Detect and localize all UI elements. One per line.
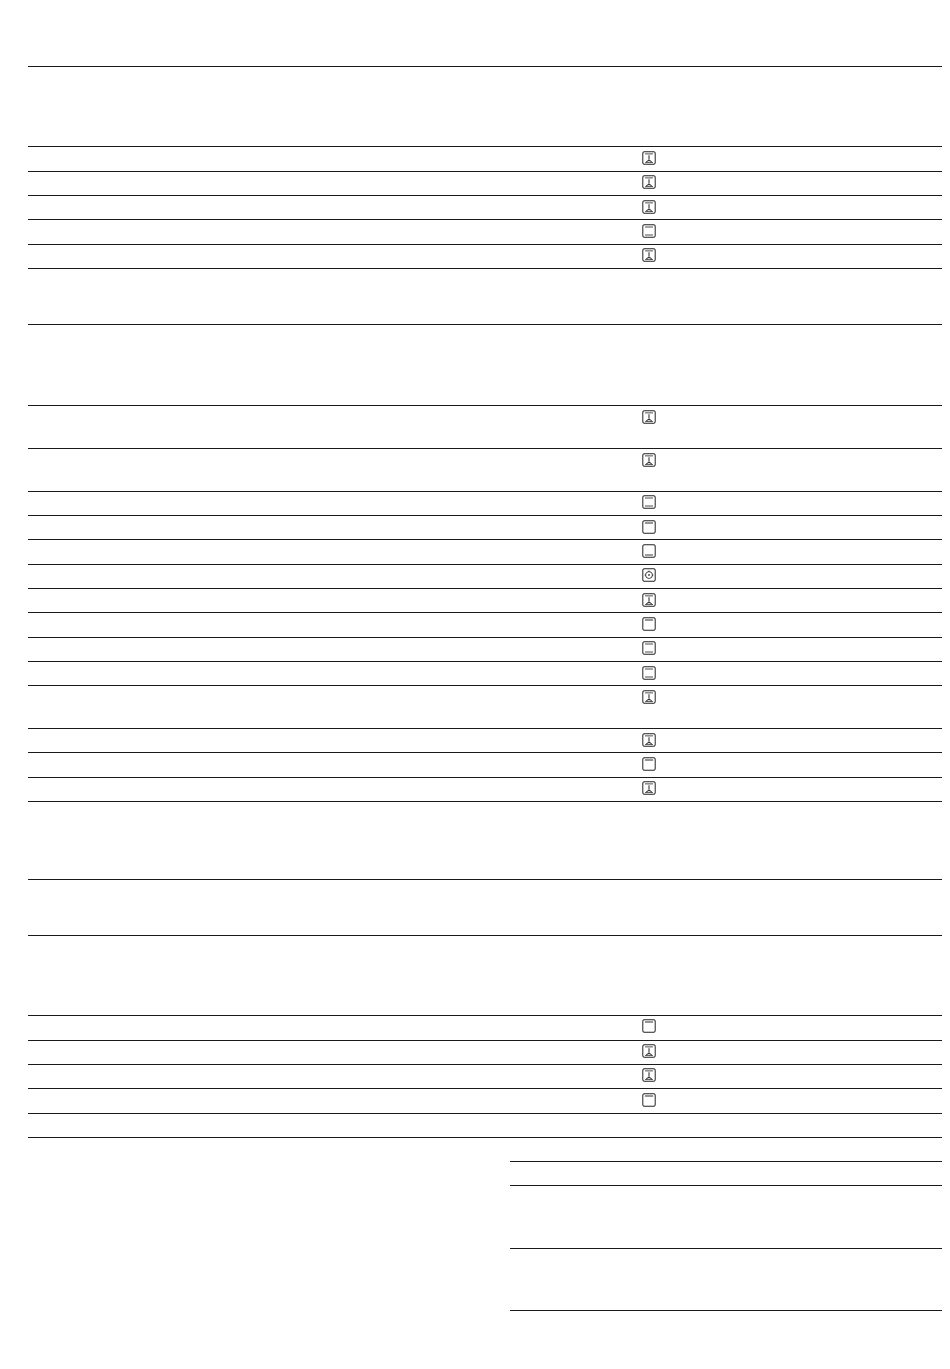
grill-icon: [642, 1093, 656, 1107]
row-divider: [28, 244, 942, 245]
table-bottom-rule: [28, 1137, 942, 1138]
grill-icon: [642, 520, 656, 534]
top-bottom-heat-fan-icon: [642, 733, 656, 747]
table-top-rule: [28, 66, 942, 67]
top-bottom-heat-fan-icon: [642, 151, 656, 165]
row-divider: [28, 219, 942, 220]
row-divider: [28, 685, 942, 686]
top-bottom-heat-fan-icon: [642, 1044, 656, 1058]
top-bottom-heat-fan-icon: [642, 593, 656, 607]
row-divider: [28, 801, 942, 802]
row-divider: [28, 777, 942, 778]
row-divider: [28, 515, 942, 516]
top-bottom-heat-icon: [642, 495, 656, 509]
row-divider: [28, 661, 942, 662]
row-divider: [28, 405, 942, 406]
row-divider: [28, 146, 942, 147]
bottom-heat-icon: [642, 544, 656, 558]
row-divider: [28, 1113, 942, 1114]
notes-bottom-rule: [510, 1310, 942, 1311]
grill-icon: [642, 617, 656, 631]
row-divider: [28, 1040, 942, 1041]
row-divider: [28, 491, 942, 492]
top-bottom-heat-fan-icon: [642, 175, 656, 189]
row-divider: [28, 268, 942, 269]
top-bottom-heat-icon: [642, 666, 656, 680]
grill-icon: [642, 757, 656, 771]
row-divider: [28, 935, 942, 936]
top-bottom-heat-icon: [642, 224, 656, 238]
top-bottom-heat-icon: [642, 641, 656, 655]
row-divider: [28, 612, 942, 613]
grill-icon: [642, 1019, 656, 1033]
top-bottom-heat-fan-icon: [642, 453, 656, 467]
row-divider: [28, 637, 942, 638]
row-divider: [28, 1064, 942, 1065]
row-divider: [28, 1088, 942, 1089]
row-divider: [510, 1161, 942, 1162]
row-divider: [28, 728, 942, 729]
row-divider: [510, 1248, 942, 1249]
row-divider: [28, 879, 942, 880]
top-bottom-heat-fan-icon: [642, 781, 656, 795]
top-bottom-heat-fan-icon: [642, 248, 656, 262]
hot-air-icon: [642, 568, 656, 582]
row-divider: [28, 171, 942, 172]
row-divider: [28, 588, 942, 589]
row-divider: [28, 539, 942, 540]
row-divider: [28, 195, 942, 196]
top-bottom-heat-fan-icon: [642, 410, 656, 424]
row-divider: [28, 324, 942, 325]
row-divider: [28, 1015, 942, 1016]
row-divider: [28, 564, 942, 565]
top-bottom-heat-fan-icon: [642, 200, 656, 214]
row-divider: [28, 448, 942, 449]
row-divider: [28, 752, 942, 753]
top-bottom-heat-fan-icon: [642, 1068, 656, 1082]
top-bottom-heat-fan-icon: [642, 690, 656, 704]
row-divider: [510, 1185, 942, 1186]
